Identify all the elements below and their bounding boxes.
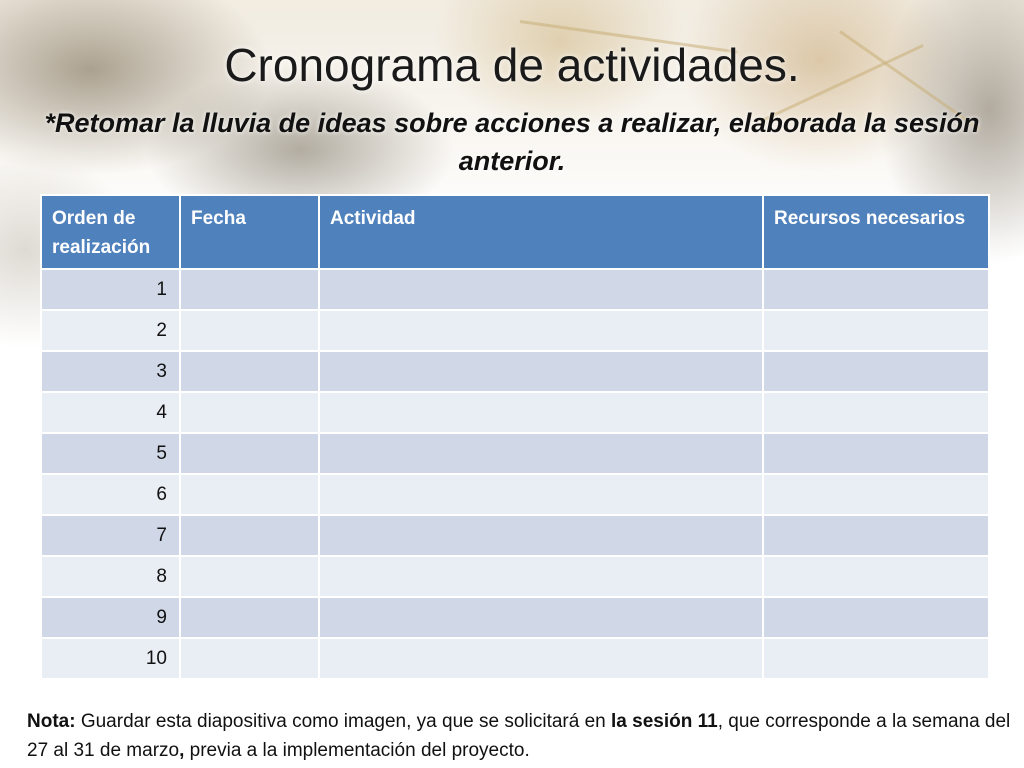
schedule-table bbox=[40, 194, 990, 680]
cell-date bbox=[180, 433, 319, 474]
cell-resources bbox=[763, 556, 989, 597]
table-row bbox=[41, 392, 989, 433]
cell-resources bbox=[763, 433, 989, 474]
cell-activity bbox=[319, 310, 763, 351]
cell-resources bbox=[763, 269, 989, 310]
cell-date bbox=[180, 597, 319, 638]
cell-activity bbox=[319, 515, 763, 556]
cell-activity bbox=[319, 433, 763, 474]
header-resources: Recursos necesarios bbox=[763, 195, 989, 269]
cell-order: 2 bbox=[41, 310, 180, 351]
table-row bbox=[41, 433, 989, 474]
note-text bbox=[27, 708, 1017, 765]
cell-order: 7 bbox=[41, 515, 180, 556]
cell-activity bbox=[319, 351, 763, 392]
note-bold-session: la sesión 11 bbox=[611, 711, 718, 732]
header-date: Fecha bbox=[180, 195, 319, 269]
note-text-1: Guardar esta diapositiva como imagen, ya que se solicitará en bbox=[75, 711, 612, 732]
cell-date bbox=[180, 474, 319, 515]
note-bold-comma: , bbox=[179, 739, 185, 761]
table-row bbox=[41, 474, 989, 515]
note-text-3: previa a la implementación del proyecto. bbox=[184, 739, 530, 761]
cell-order: 1 bbox=[41, 269, 180, 310]
cell-resources bbox=[763, 392, 989, 433]
cell-date bbox=[180, 556, 319, 597]
cell-date bbox=[180, 638, 319, 679]
header-order: Orden de realización bbox=[41, 195, 180, 269]
table-row bbox=[41, 515, 989, 556]
cell-activity bbox=[319, 392, 763, 433]
table-row bbox=[41, 638, 989, 679]
cell-activity bbox=[319, 556, 763, 597]
cell-order: 6 bbox=[41, 474, 180, 515]
cell-resources bbox=[763, 351, 989, 392]
cell-resources bbox=[763, 515, 989, 556]
cell-resources bbox=[763, 474, 989, 515]
table-row bbox=[41, 269, 989, 310]
cell-order: 4 bbox=[41, 392, 180, 433]
table-row bbox=[41, 556, 989, 597]
cell-order: 3 bbox=[41, 351, 180, 392]
table-row bbox=[41, 310, 989, 351]
slide-subtitle: *Retomar la lluvia de ideas sobre acciones a realizar, elaborada la sesión anterior. bbox=[44, 108, 980, 177]
header-activity: Actividad bbox=[319, 195, 763, 269]
cell-activity bbox=[319, 269, 763, 310]
cell-activity bbox=[319, 638, 763, 679]
cell-resources bbox=[763, 597, 989, 638]
cell-order: 8 bbox=[41, 556, 180, 597]
cell-date bbox=[180, 515, 319, 556]
slide-title: Cronograma de actividades. bbox=[224, 39, 800, 91]
cell-order: 10 bbox=[41, 638, 180, 679]
cell-order: 9 bbox=[41, 597, 180, 638]
cell-order: 5 bbox=[41, 433, 180, 474]
table-row bbox=[41, 597, 989, 638]
cell-activity bbox=[319, 597, 763, 638]
table-row bbox=[41, 351, 989, 392]
cell-date bbox=[180, 392, 319, 433]
cell-resources bbox=[763, 638, 989, 679]
cell-date bbox=[180, 310, 319, 351]
note-label: Nota: bbox=[27, 711, 76, 732]
cell-activity bbox=[319, 474, 763, 515]
cell-date bbox=[180, 269, 319, 310]
note-text-2: , que corresponde a la semana del 27 al 31 de marzo bbox=[27, 711, 1011, 761]
table-header-row bbox=[41, 195, 989, 269]
cell-resources bbox=[763, 310, 989, 351]
cell-date bbox=[180, 351, 319, 392]
